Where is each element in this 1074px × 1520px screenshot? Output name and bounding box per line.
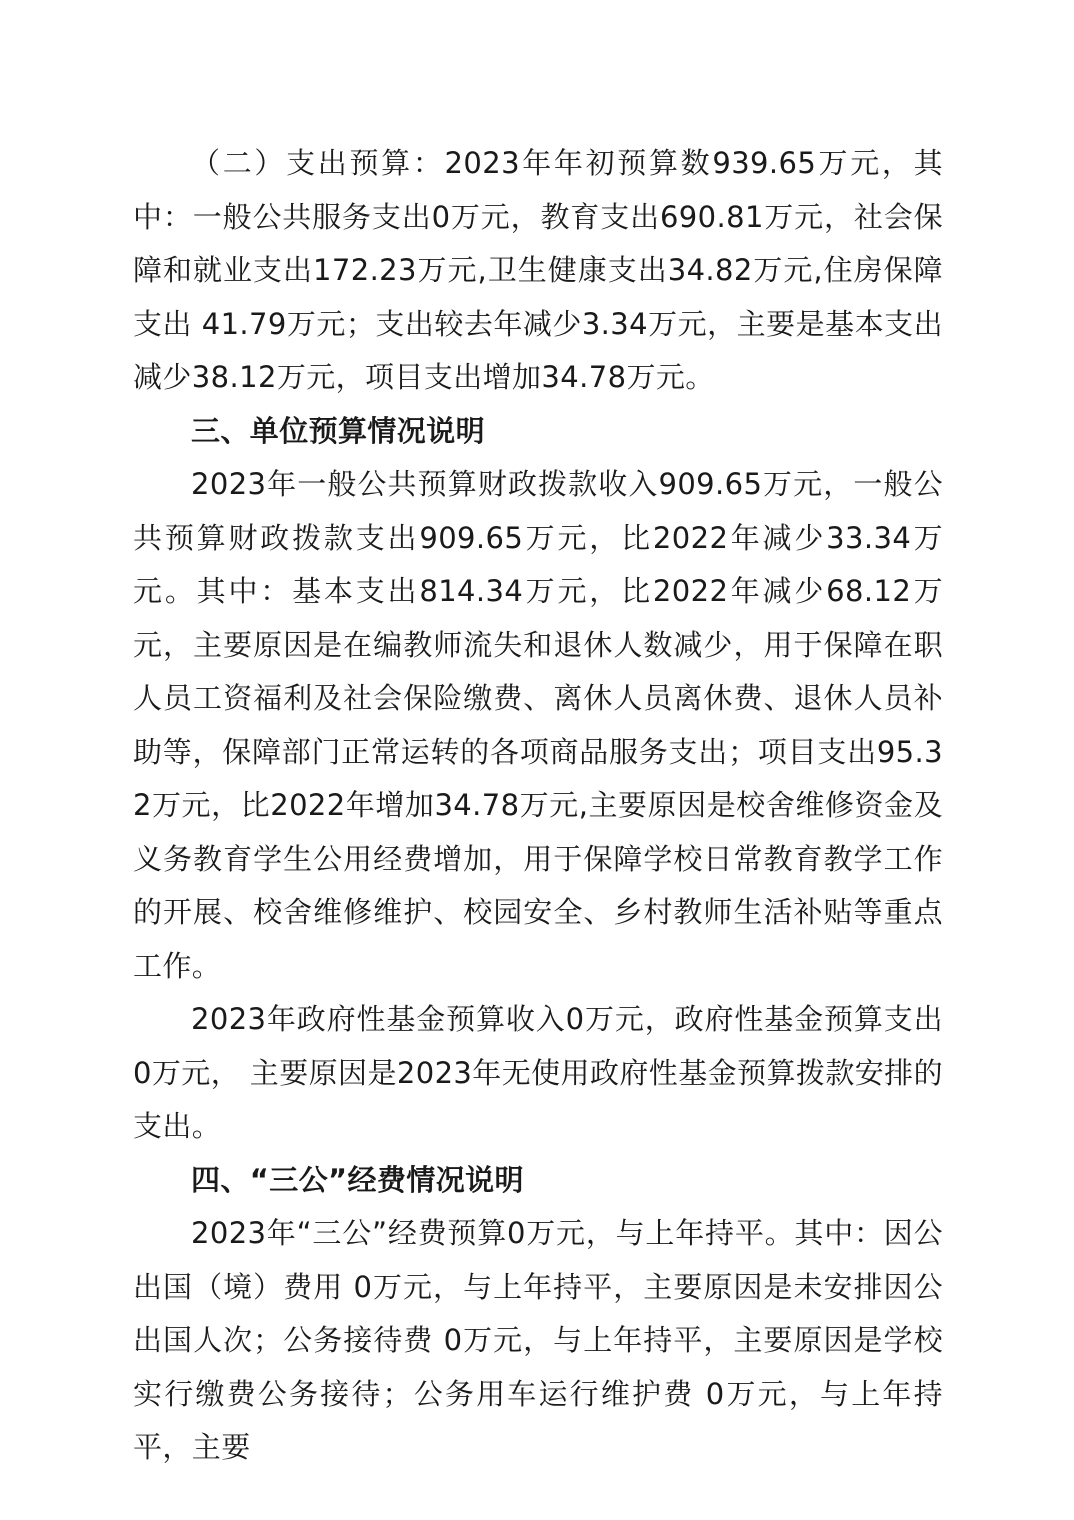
paragraph-three-public-expenses: 2023年“三公”经费预算0万元，与上年持平。其中：因公出国（境）费用 0万元，与上年持平，主要原因是未安排因公出国人次；公务接待费 0万元，与上年持平，主要原因是学校实行缴费公务接待；公务用车运行维护费 0万元，与上年持平，主要 (133, 1216, 943, 1464)
document-body (133, 137, 943, 1475)
paragraph-expenditure-budget: （二）支出预算：2023年年初预算数939.65万元，其中：一般公共服务支出0万元，教育支出690.81万元，社会保障和就业支出172.23万元,卫生健康支出34.82万元,住房保障支出 41.79万元；支出较去年减少3.34万元，主要是基本支出减少38.12万元，项目支出增加34.78万元。 (133, 146, 943, 394)
paragraph-government-fund: 2023年政府性基金预算收入0万元，政府性基金预算支出0万元， 主要原因是2023年无使用政府性基金预算拨款安排的支出。 (133, 1002, 943, 1143)
section-heading-unit-budget: 三、单位预算情况说明 (191, 413, 486, 448)
paragraph-general-public-budget: 2023年一般公共预算财政拨款收入909.65万元，一般公共预算财政拨款支出909.65万元，比2022年减少33.34万元。其中：基本支出814.34万元，比2022年减少68.12万元，主要原因是在编教师流失和退休人数减少，用于保障在职人员工资福利及社会保险缴费、离休人员离休费、退休人员补助等，保障部门正常运转的各项商品服务支出；项目支出95.32万元，比2022年增加34.78万元,主要原因是校舍维修资金及义务教育学生公用经费增加，用于保障学校日常教育教学工作的开展、校舍维修维护、校园安全、乡村教师生活补贴等重点工作。 (133, 467, 943, 983)
section-heading-three-public: 四、“三公”经费情况说明 (191, 1162, 524, 1197)
